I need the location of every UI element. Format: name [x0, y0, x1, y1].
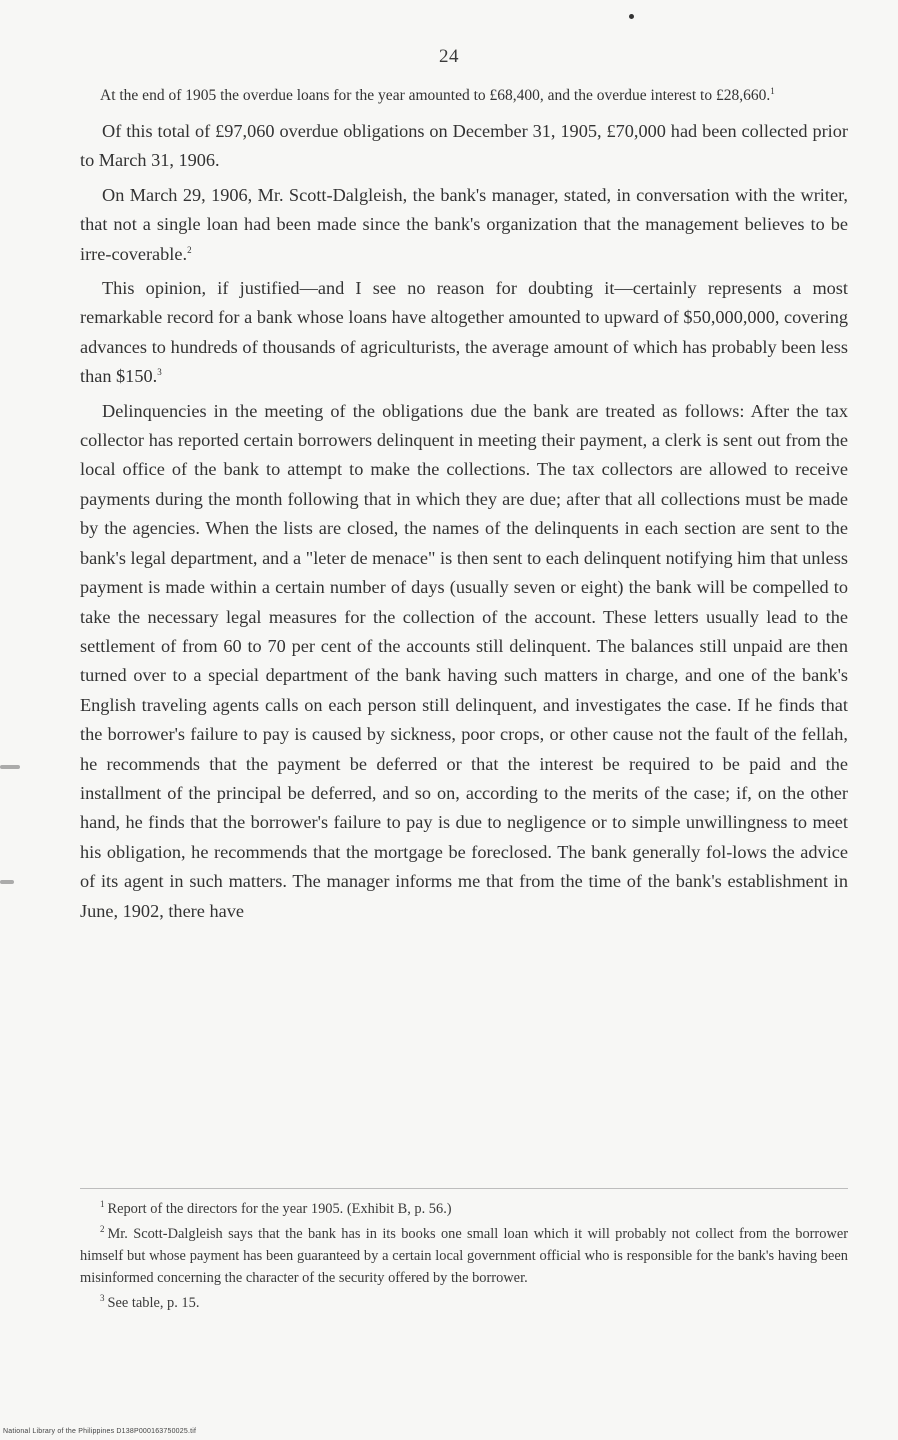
- intro-paragraph: [80, 84, 848, 107]
- footnotes: [80, 1198, 848, 1317]
- footnote-ref: 1: [770, 85, 775, 96]
- footnote-ref: 3: [157, 367, 162, 378]
- footnote-text: Mr. Scott-Dalgleish says that the bank has in its books one small loan which it will probably not collect from the borrower himself but whose payment has been guaranteed by a certain local government official who is responsible for the bank's having been misinformed concerning the character of the security offered by the borrower.: [80, 1226, 848, 1286]
- footnote-marker: 2: [100, 1224, 105, 1235]
- footnote-ref: 2: [187, 244, 192, 255]
- footnote-divider: [80, 1188, 848, 1189]
- scan-artifact: [0, 765, 20, 769]
- archive-watermark: National Library of the Philippines D138P000163750025.tif: [3, 1428, 197, 1435]
- paragraph-text: Delinquencies in the meeting of the obligations due the bank are treated as follows: After the tax collector has reported certain borrowers delinquent in meeting their payment, a clerk is sent out from the local office of the bank to attempt to make the collections. The tax collectors are allowed to receive payments during the month following that in which they are due; after that all collections must be made by the agencies. When the lists are closed, the names of the delinquents in each section are sent to the bank's legal department, and a "leter de menace" is then sent to each delinquent notifying him that unless payment is made within a certain number of days (usually seven or eight) the bank will be compelled to take the necessary legal measures for the collection of the account. These letters usually lead to the settlement of from 60 to 70 per cent of the accounts still delinquent. The balances still unpaid are then turned over to a special department of the bank having such matters in charge, and one of the bank's English traveling agents calls on each person still delinquent, and investigates the case. If he finds that the borrower's failure to pay is caused by sickness, poor crops, or other cause not the fault of the fellah, he recommends that the payment be deferred or that the interest be required to be paid and the installment of the principal be deferred, and so on, according to the merits of the case; if, on the other hand, he finds that the borrower's failure to pay is due to negligence or to simple unwillingness to meet his obligation, he recommends that the mortgage be foreclosed. The bank generally fol-lows the advice of its agent in such matters. The manager informs me that from the time of the bank's establishment in June, 1902, there have: [80, 400, 848, 921]
- paragraph-text: Of this total of £97,060 overdue obligations on December 31, 1905, £70,000 had been collected prior to March 31, 1906.: [80, 121, 848, 171]
- paragraph-text: On March 29, 1906, Mr. Scott-Dalgleish, the bank's manager, stated, in conversation with the writer, that not a single loan had been made since the bank's organization that the management believes to be irre-coverable.: [80, 184, 848, 264]
- paragraph: [80, 274, 848, 392]
- ink-dot: [629, 14, 634, 19]
- page-number: 24: [439, 46, 459, 67]
- footnote-text: See table, p. 15.: [107, 1295, 200, 1311]
- paragraph-text: This opinion, if justified—and I see no reason for doubting it—certainly represents a most remarkable record for a bank whose loans have altogether amounted to upward of $50,000,000, covering advances to hundreds of thousands of agriculturists, the average amount of which has probably been less than $150.: [80, 278, 848, 387]
- footnote: [80, 1223, 848, 1289]
- footnote-marker: 1: [100, 1199, 105, 1210]
- footnote-text: Report of the directors for the year 1905. (Exhibit B, p. 56.): [107, 1201, 452, 1217]
- footnote: [80, 1198, 848, 1220]
- paragraph: [80, 181, 848, 269]
- footnote: [80, 1292, 848, 1314]
- body-text: [80, 84, 848, 926]
- scan-artifact: [0, 880, 14, 884]
- paragraph: [80, 117, 848, 176]
- intro-text: At the end of 1905 the overdue loans for the year amounted to £68,400, and the overdue interest to £28,660.: [100, 87, 771, 104]
- paragraph: [80, 397, 848, 926]
- footnote-marker: 3: [100, 1293, 105, 1304]
